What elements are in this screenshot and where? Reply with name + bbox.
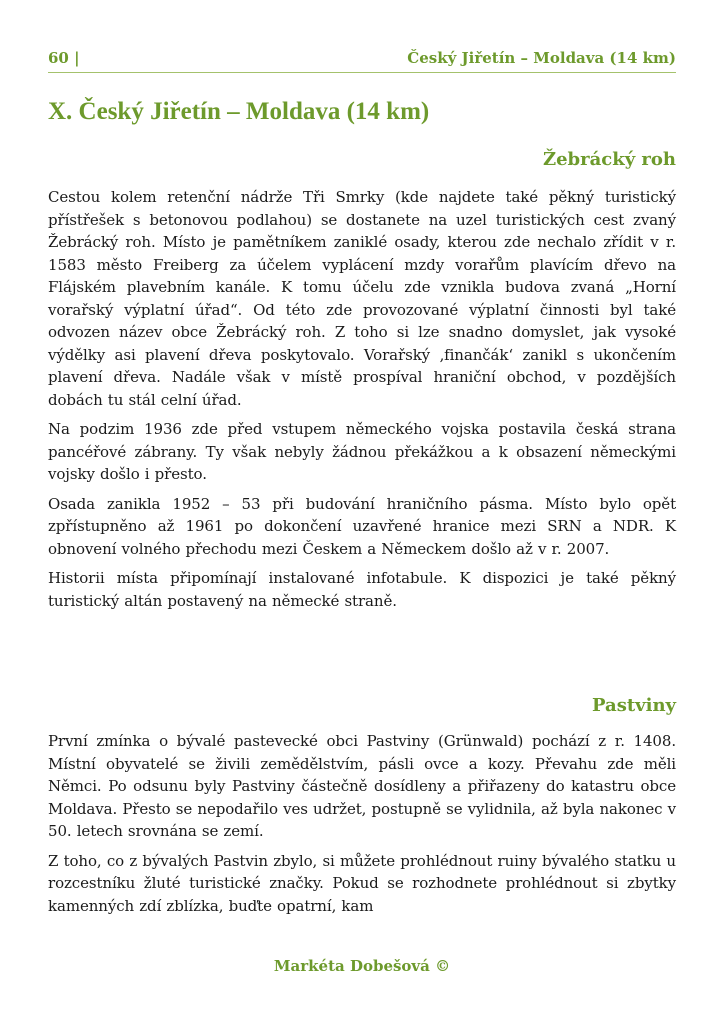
section-body-pastviny (48, 730, 676, 924)
page-number: 60 | (48, 49, 80, 67)
running-header (48, 48, 676, 73)
running-title: Český Jiřetín – Moldava (14 km) (407, 49, 676, 67)
paragraph: Osada zanikla 1952 – 53 při budování hraničního pásma. Místo bylo opět zpřístupněno až 1961 po dokončení uzavřené hranice mezi SRN a NDR. K obnovení volného přechodu mezi Českem a Německem došlo až v r. 2007. (48, 494, 676, 558)
paragraph: První zmínka o bývalé pastevecké obci Pastviny (Grünwald) pochází z r. 1408. Místní obyvatelé se živili zemědělstvím, pásli ovce a kozy. Převahu zde měli Němci. Po odsunu byly Pastviny částečně dosídleny a přiřazeny do katastru obce Moldava. Přesto se nepodařilo ves udržet, postupně se vylidnila, až byla nakonec v 50. letech srovnána se zemí. (48, 732, 676, 840)
footer-author: Markéta Dobešová © (273, 957, 451, 975)
document-page (48, 0, 676, 1024)
paragraph: Z toho, co z bývalých Pastvin zbylo, si můžete prohlédnout ruiny bývalého statku u rozcestníku žluté turistické značky. Pokud se rozhodnete prohlédnout si zbytky kamenných zdí zblízka, buďte opatrní, kam (48, 851, 676, 915)
paragraph: Historii místa připomínají instalované infotabule. K dispozici je také pěkný turistický altán postavený na německé straně. (48, 569, 676, 610)
section-body-zebracky-roh (48, 186, 676, 619)
paragraph: Cestou kolem retenční nádrže Tři Smrky (kde najdete také pěkný turistický přístřešek s betonovou podlahou) se dostanete na uzel turistických cest zvaný Žebrácký roh. Místo je pamětníkem zaniklé osady, kterou zde nechalo zřídit v r. 1583 město Freiberg za účelem vyplácení mzdy vorařům plavícím dřevo na Flájském plavebním kanále. K tomu účelu zde vznikla budova zvaná „Horní vorařský výplatní úřad“. Od této zde provozované výplatní činnosti byl také odvozen název obce Žebrácký roh. Z toho si lze snadno domyslet, jak vysoké výdělky asi plavení dřeva poskytovalo. Vorařský ‚finančák‘ zanikl s ukončením plavení dřeva. Nadále však v místě prospíval hraniční obchod, v pozdějších dobách tu stál celní úřad. (48, 188, 676, 409)
chapter-title: X. Český Jiřetín – Moldava (14 km) (48, 98, 430, 125)
section-heading-zebracky-roh: Žebrácký roh (542, 149, 676, 170)
paragraph: Na podzim 1936 zde před vstupem německého vojska postavila česká strana pancéřové zábrany. Ty však nebyly žádnou překážkou a k obsazení německými vojsky došlo i přesto. (48, 420, 676, 483)
section-heading-pastviny: Pastviny (591, 695, 676, 716)
